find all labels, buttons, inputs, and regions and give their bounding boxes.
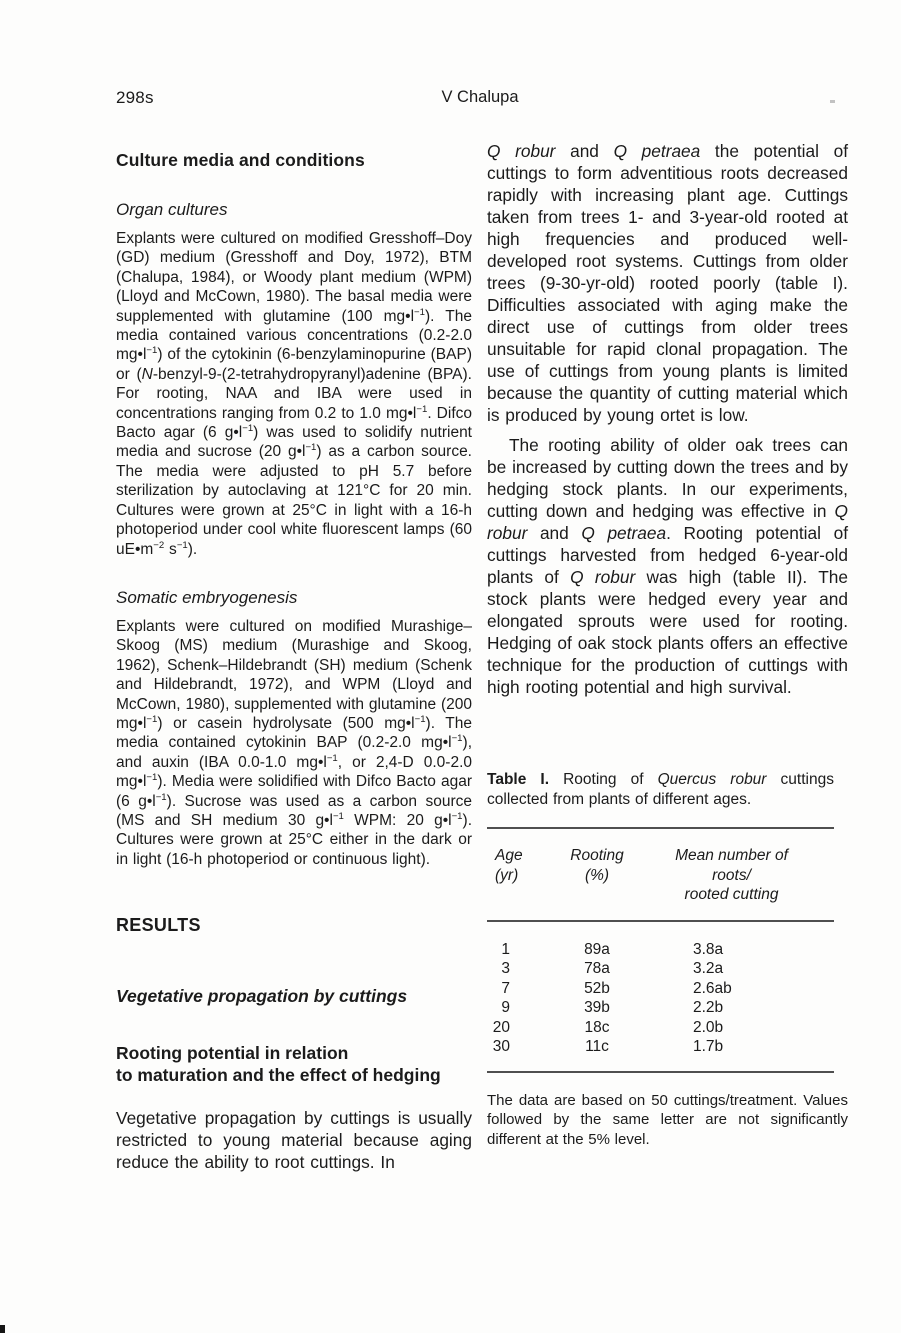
right-column [487,140,848,1149]
cell-age: 20 [492,1018,510,1036]
paragraph-organ-cultures: Explants were cultured on modified Gresshoff–Doy (GD) medium (Gresshoff and Doy, 1972), BTM (Chalupa, 1984), or Woody plant medium (WPM) (Lloyd and McCown, 1980). The basal media were supplemented with glutamine (100 $mg•l^{-1}$). The media contained various concentrations (0.2-2.0 $mg•l^{-1}$) of the cytokinin (6-benzylaminopurine (BAP) or (N-benzyl-9-(2-tetrahydropyranyl)adenine (BPA). For rooting, NAA and IBA were used in concentrations ranging from 0.2 to 1.0 $mg•l^{-1}$. Difco Bacto agar (6 $g•l^{-1}$) was used to solidify nutrient media and sucrose (20 $g•l^{-1}$) as a carbon source. The media were adjusted to pH 5.7 before sterilization by autoclaving at 121°C for 20 min. Cultures were grown at 25°C in light with a 16-h photoperiod under cool white fluorescent lamps (60 $uE•m^{-2}$ $s^{-1}$). [116,230,473,558]
cell-mean-roots: 2.0b [693,1018,724,1036]
scan-artifact [0,1325,5,1333]
cell-age: 9 [501,999,510,1016]
paragraph-rooting-age: Q robur and Q petraea the potential of cuttings to form adventitious roots decreased rapidly with increasing plant age. Cuttings taken from trees 1- and 3-year-old rooted at high frequencies and produced well-developed root systems. Cuttings from older trees (9-30-yr-old) rooted poorly (table I). Difficulties associated with aging make the direct use of cuttings from older trees unsuitable for rapid clonal propagation. The use of cuttings from young plants is limited because the quantity of cutting material which is produced by young ortet is low. [487,141,848,425]
column-header-age: Age (yr) [495,847,523,884]
subsection-heading-vegetative-propagation: Vegetative propagation by cuttings [116,986,408,1007]
section-heading-results: RESULTS [116,915,201,936]
table-1-footnote: The data are based on 50 cuttings/treatment. Values followed by the same letter are not significantly different at the 5% level. [487,1091,848,1148]
cell-rooting: 78a [584,960,610,977]
cell-mean-roots: 2.6ab [693,979,732,997]
paragraph-hedging: The rooting ability of older oak trees can be increased by cutting down the trees and by hedging stock plants. In our experiments, cutting down and hedging was effective in Q robur and Q petraea. Rooting potential of cuttings harvested from hedged 6-year-old plants of Q robur was high (table II). The stock plants were hedged every year and elongated sprouts were used for rooting. Hedging of oak stock plants offers an effective technique for the production of cuttings with high rooting potential and high survival. [487,435,848,697]
subsection-heading-organ-cultures: Organ cultures [116,200,228,219]
cell-rooting: 39b [584,999,610,1016]
subsection-heading-rooting-potential [116,1042,472,1086]
column-header-rooting: Rooting (%) [570,847,624,884]
table-1-caption: Table I. Rooting of Quercus robur cuttings collected from plants of different ages. [487,771,834,808]
cell-mean-roots: 1.7b [693,1038,724,1055]
table-row [487,979,834,999]
rooting-heading-line2: to maturation and the effect of hedging [116,1065,441,1086]
column-header-mean-roots: Mean number of roots/ rooted cutting [675,847,788,903]
table-row [487,998,834,1018]
cell-rooting: 11c [585,1038,609,1055]
cell-rooting: 52b [584,979,610,997]
page-number: 298s [116,88,154,107]
table-rule-bottom [487,1071,834,1073]
table-1-body [487,940,834,1057]
left-column [116,150,472,1173]
cell-mean-roots: 2.2b [693,999,724,1016]
cell-age: 1 [501,940,510,958]
table-rule-top [487,827,834,829]
cell-mean-roots: 3.2a [693,960,724,977]
cell-mean-roots: 3.8a [693,940,724,958]
table-row [487,1037,834,1057]
table-1-header-row [487,846,834,905]
rooting-heading-line1: Rooting potential in relation [116,1043,349,1064]
scan-artifact [830,100,835,103]
table-row [487,940,834,960]
cell-rooting: 18c [584,1018,610,1036]
cell-rooting: 89a [584,940,610,958]
paragraph-vegetative-propagation: Vegetative propagation by cuttings is usually restricted to young material because aging reduce the ability to root cuttings. In [116,1108,472,1173]
paragraph-somatic-embryogenesis: Explants were cultured on modified Murashige–Skoog (MS) medium (Murashige and Skoog, 1962), Schenk–Hildebrandt (SH) medium (Schenk and Hildebrandt, 1972), and WPM (Lloyd and McCown, 1980), supplemented with glutamine (200 $mg•l^{-1}$) or casein hydrolysate (500 $mg•l^{-1}$). The media contained cytokinin BAP (0.2-2.0 $mg•l^{-1}$), and auxin (IBA 0.0-1.0 $mg•l^{-1}$, or 2,4-D 0.0-2.0 $mg•l^{-1}$). Media were solidified with Difco Bacto agar (6 $g•l^{-1}$). Sucrose was used as a carbon source (MS and SH medium 30 $g•l^{-1}$ WPM: 20 $g•l^{-1}$). Cultures were grown at 25°C either in the dark or in light (16-h photoperiod or continuous light). [116,617,473,868]
cell-age: 3 [501,960,510,977]
table-row [487,1018,834,1038]
section-heading-culture-media: Culture media and conditions [116,150,365,170]
table-row [487,959,834,979]
cell-age: 7 [501,979,510,997]
table-1 [487,770,848,1149]
table-rule-mid [487,920,834,922]
running-head-author: V Chalupa [441,88,519,106]
subsection-heading-somatic-embryogenesis: Somatic embryogenesis [116,587,298,607]
cell-age: 30 [492,1038,510,1055]
